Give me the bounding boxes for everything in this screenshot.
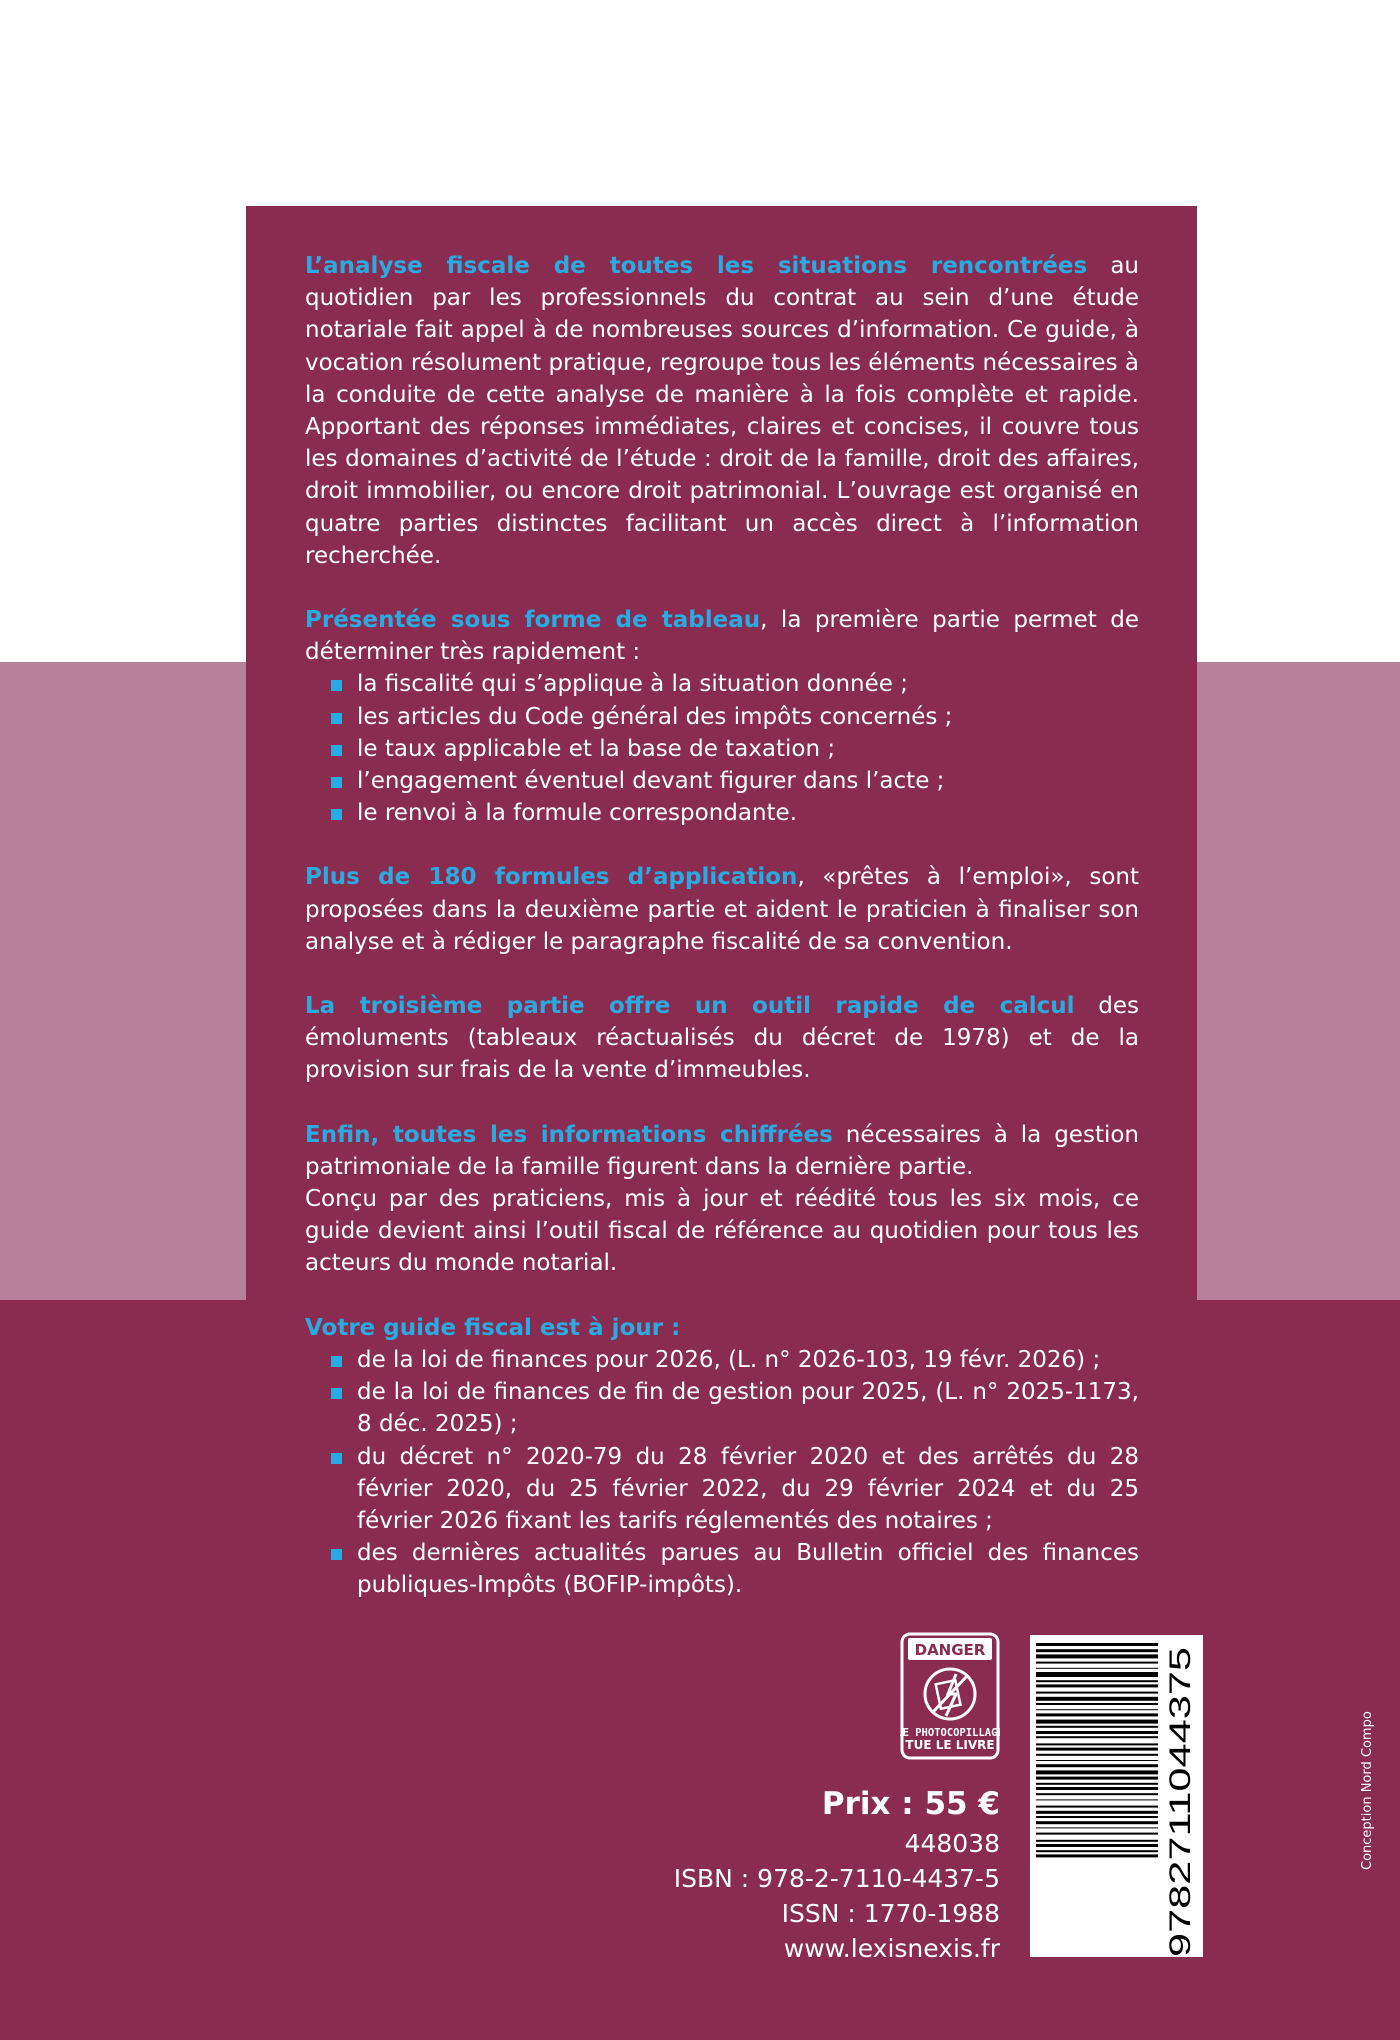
barcode-bar [1036,1816,1158,1818]
list-item: la fiscalité qui s’applique à la situation donnée ; [305,668,1139,700]
product-code: 448038 [904,1829,1000,1858]
barcode-bar [1036,1703,1158,1705]
part3-paragraph [305,990,1139,1087]
barcode-bar [1036,1731,1158,1734]
barcode-bar [1036,1680,1158,1682]
part4-highlight: Enfin, toutes les informations chiffrées [305,1121,833,1148]
price: Prix : 55 € [821,1786,1000,1822]
barcode-bar [1036,1754,1158,1756]
issn: ISSN : 1770-1988 [781,1899,1000,1928]
barcode-bar [1036,1827,1158,1828]
barcode-bar [1036,1833,1158,1835]
barcode-bar [1036,1783,1158,1785]
barcode [1030,1635,1203,1957]
list-item: le taux applicable et la base de taxation ; [305,733,1139,765]
barcode-bars [1036,1643,1158,1857]
barcode-bar [1036,1840,1158,1842]
bullet-square-icon [331,745,342,756]
part1-paragraph [305,604,1139,668]
logo-line1: LE PHOTOCOPILLAGE [900,1727,1000,1739]
barcode-bar [1036,1736,1158,1738]
bullet-square-icon [331,713,342,724]
barcode-bar [1036,1720,1158,1724]
barcode-bar [1036,1662,1158,1664]
barcode-bar [1036,1748,1158,1751]
update-list [305,1344,1139,1602]
logo-danger-text: DANGER [914,1641,986,1659]
bullet-square-icon [331,809,342,820]
barcode-bar [1036,1713,1158,1716]
intro-paragraph [305,250,1139,572]
barcode-bar [1036,1684,1158,1687]
part3-highlight: La troisième partie offre un outil rapide de calcul [305,993,1075,1020]
back-cover-text [305,250,1139,1634]
part2-highlight: Plus de 180 formules d’application [305,864,798,891]
barcode-bar [1036,1764,1158,1767]
barcode-bar [1036,1692,1158,1694]
part2-text: , «prêtes à l’emploi», sont proposées dans la deuxième partie et aident le praticien à finaliser son analyse et à rédiger le paragraphe fiscalité de sa convention. [305,864,1139,955]
update-heading-text: Votre guide fiscal est à jour : [305,1314,681,1341]
barcode-bar [1036,1850,1158,1852]
part1-highlight: Présentée sous forme de tableau [305,607,761,634]
barcode-bar [1036,1668,1158,1669]
danger-photocopy-logo [900,1632,1000,1760]
barcode-bar [1036,1844,1158,1847]
list-item: le renvoi à la formule correspondante. [305,797,1139,829]
part4-extra: Conçu par des praticiens, mis à jour et réédité tous les six mois, ce guide devient ainsi l’outil fiscal de référence au quotidien pour tous les acteurs du monde notarial. [305,1186,1139,1277]
bullet-square-icon [331,680,342,691]
barcode-bar [1036,1821,1158,1824]
intro-highlight: L’analyse fiscale de toutes les situations rencontrées [305,253,1088,279]
barcode-bar [1036,1726,1158,1728]
barcode-bar [1036,1854,1158,1857]
list-item: des dernières actualités parues au Bulletin officiel des finances publiques-Impôts (BOFIP-impôts). [305,1537,1139,1601]
barcode-bar [1036,1806,1158,1808]
part1-list [305,668,1139,829]
barcode-bar [1036,1654,1158,1658]
design-credit-text: Conception Nord Compo [1360,1711,1375,1870]
part2-paragraph [305,861,1139,958]
barcode-bar [1036,1709,1158,1710]
barcode-bar [1036,1743,1158,1745]
part4-text: nécessaires à la gestion patrimoniale de la famille figurent dans la dernière partie. [305,1121,1139,1180]
list-item: de la loi de finances de fin de gestion pour 2025, (L. n° 2025-1173, 8 déc. 2025) ; [305,1376,1139,1440]
bullet-square-icon [331,1388,342,1399]
bullet-square-icon [331,1453,342,1464]
barcode-bar [1036,1760,1158,1761]
barcode-bar [1036,1770,1158,1774]
bullet-square-icon [331,1549,342,1560]
part4-paragraph [305,1119,1139,1183]
barcode-bar [1036,1643,1158,1646]
barcode-bar [1036,1793,1158,1795]
bullet-square-icon [331,777,342,788]
list-item: de la loi de finances pour 2026, (L. n° 2026-103, 19 févr. 2026) ; [305,1344,1139,1376]
list-item: les articles du Code général des impôts concernés ; [305,701,1139,733]
barcode-bar [1036,1697,1158,1701]
barcode-bar [1036,1777,1158,1780]
list-item: du décret n° 2020-79 du 28 février 2020 et des arrêtés du 28 février 2020, du 25 février 2022, du 29 février 2024 et du 25 février 2026 fixant les tarifs réglementés des notaires ; [305,1441,1139,1538]
intro-text: au quotidien par les professionnels du contrat au sein d’une étude notariale fait appel à de nombreuses sources d’information. Ce guide, à vocation résolument pratique, regroupe tous les éléments nécessaires à la conduite de cette analyse de manière à la fois complète et rapide. Apportant des réponses immédiates, claires et concises, il couvre tous les domaines d’activité de l’étude : droit de la famille, droit des affaires, droit immobilier, ou encore droit patrimonial. L’ouvrage est organisé en quatre parties distinctes facilitant un accès direct à l’information recherchée. [305,253,1139,569]
part1-text: , la première partie permet de déterminer très rapidement : [305,607,1139,666]
update-heading [305,1312,1139,1344]
isbn: ISBN : 978-2-7110-4437-5 [673,1864,1000,1893]
barcode-bar [1036,1672,1158,1677]
barcode-bar [1036,1811,1158,1814]
barcode-graphic [1030,1635,1203,1957]
list-item: l’engagement éventuel devant figurer dans l’acte ; [305,765,1139,797]
danger-logo-icon [900,1632,1000,1760]
barcode-number: 9782711044375 [1164,1742,1197,1957]
part3-text: des émoluments (tableaux réactualisés du décret de 1978) et de la provision sur frais de la vente d’immeubles. [305,993,1139,1084]
barcode-bar [1036,1799,1158,1800]
website-link[interactable]: www.lexisnexis.fr [783,1934,1000,1963]
barcode-bar [1036,1787,1158,1790]
price-block [640,1782,1000,1966]
barcode-bar [1036,1649,1158,1652]
logo-line2: TUE LE LIVRE [905,1738,995,1752]
bullet-square-icon [331,1356,342,1367]
